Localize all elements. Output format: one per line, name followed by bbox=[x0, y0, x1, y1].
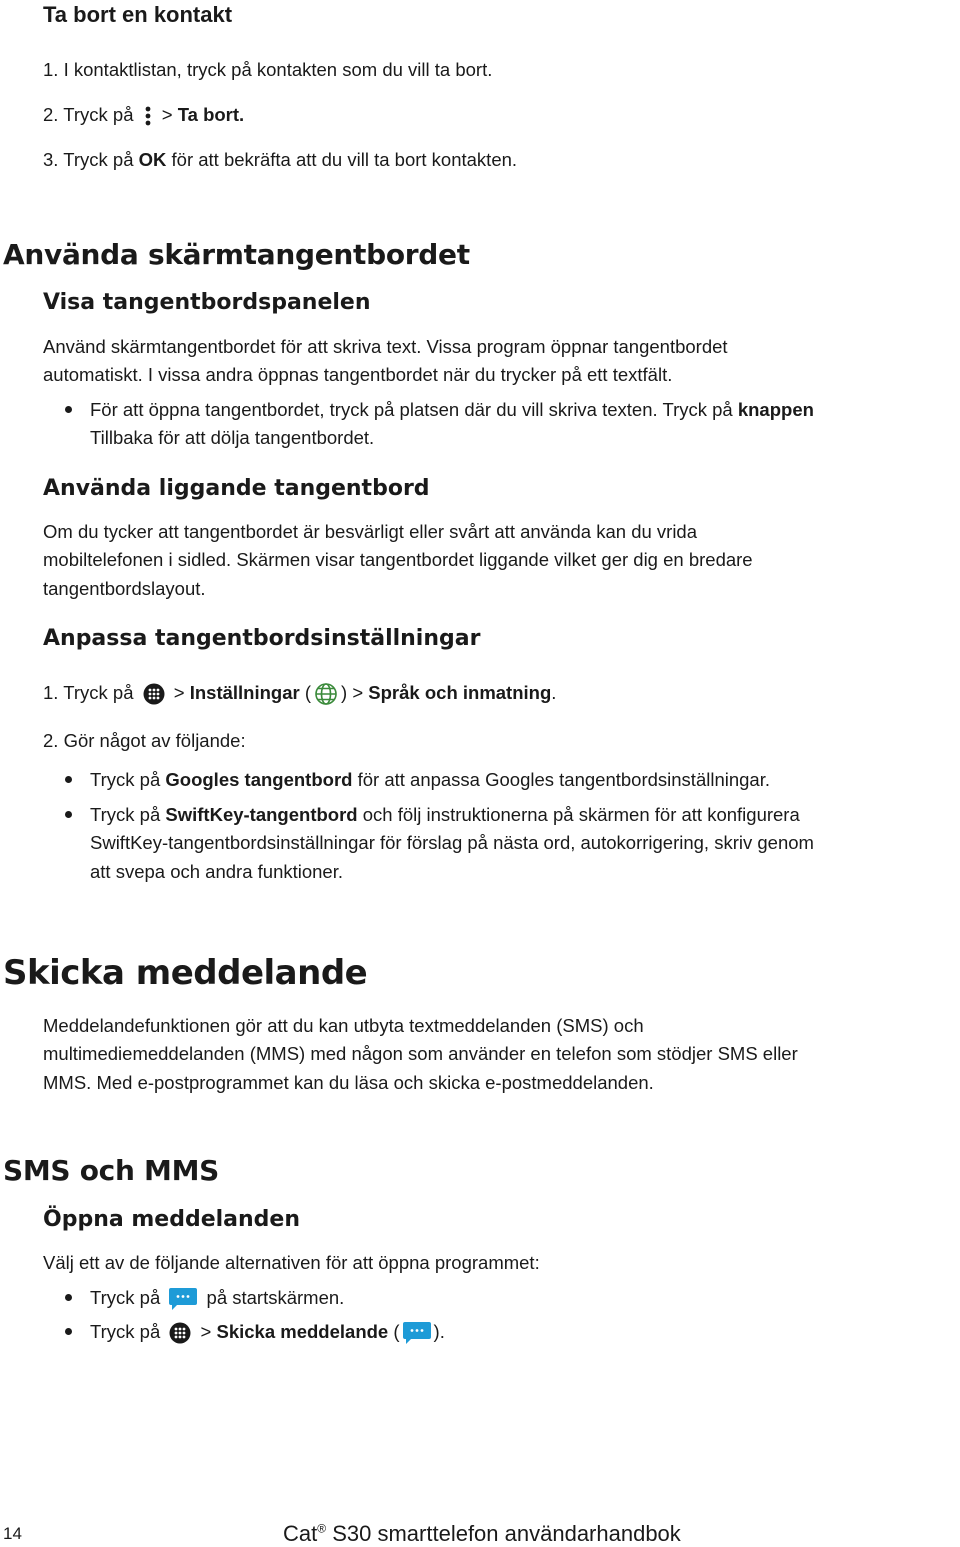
footer-title bbox=[283, 1521, 681, 1547]
settings-step-1-settings: Inställningar bbox=[189, 682, 300, 703]
subsection-title-open-messages: Öppna meddelanden bbox=[43, 1207, 301, 1232]
settings-bullet-2-suffix: och följ instruktionerna på skärmen för att konfigurera bbox=[362, 804, 800, 825]
delete-step-3-ok: OK bbox=[138, 149, 167, 170]
settings-step-1-gt: > bbox=[173, 682, 185, 703]
messages-line-2: multimediemeddelanden (MMS) med någon som använder en telefon som stödjer SMS eller bbox=[43, 1043, 798, 1064]
landscape-line-2: mobiltelefonen i sidled. Skärmen visar tangentbordet liggande vilket ger dig en bredare bbox=[43, 549, 753, 570]
bullet bbox=[65, 776, 72, 783]
settings-bullet-2-prefix: Tryck på bbox=[90, 804, 161, 825]
messages-line-3: MMS. Med e-postprogrammet kan du läsa och skicka e-postmeddelanden. bbox=[43, 1072, 654, 1093]
keyboard-bullet-line-1 bbox=[90, 396, 814, 424]
message-bubble-icon bbox=[168, 1286, 198, 1312]
landscape-line-3: tangentbordslayout. bbox=[43, 578, 206, 599]
section-title-settings: Anpassa tangentbordsinställningar bbox=[43, 626, 481, 651]
bullet bbox=[65, 1328, 72, 1335]
delete-step-3-prefix: 3. Tryck på bbox=[43, 149, 134, 170]
settings-step-1 bbox=[43, 679, 556, 707]
message-bubble-icon bbox=[402, 1320, 432, 1346]
settings-step-1-dot: . bbox=[551, 682, 557, 703]
keyboard-bullet-prefix: För att öppna tangentbordet, tryck på platsen där du vill skriva texten. Tryck på bbox=[90, 399, 733, 420]
settings-bullet-2-line-3: att svepa och andra funktioner. bbox=[90, 861, 344, 882]
messages-line-1: Meddelandefunktionen gör att du kan utbyta textmeddelanden (SMS) och bbox=[43, 1015, 644, 1036]
globe-icon bbox=[314, 682, 338, 706]
footer-registered: ® bbox=[317, 1521, 327, 1536]
footer-brand: Cat bbox=[283, 1521, 318, 1546]
settings-bullet-2-line-2: SwiftKey-tangentbordsinställningar för förslag på nästa ord, autokorrigering, skriv genom bbox=[90, 832, 814, 853]
settings-step-1-gt-2: > bbox=[352, 682, 364, 703]
settings-step-1-prefix: 1. Tryck på bbox=[43, 682, 134, 703]
sms-bullet-2 bbox=[90, 1318, 445, 1346]
keyboard-para-line-1: Använd skärmtangentbordet för att skriva text. Vissa program öppnar tangentbordet bbox=[43, 336, 728, 357]
delete-step-2-action: Ta bort. bbox=[177, 104, 245, 125]
subsection-title-keyboard-panel: Visa tangentbordspanelen bbox=[43, 290, 371, 315]
sms-bullet-1-suffix: på startskärmen. bbox=[206, 1287, 345, 1308]
sms-bullet-1 bbox=[90, 1284, 344, 1312]
sms-bullet-1-prefix: Tryck på bbox=[90, 1287, 161, 1308]
keyboard-bullet-line-2: Tillbaka för att dölja tangentbordet. bbox=[90, 427, 375, 448]
sms-bullet-2-paren-open: ( bbox=[393, 1321, 400, 1342]
delete-step-3 bbox=[43, 146, 517, 174]
sms-bullet-2-prefix: Tryck på bbox=[90, 1321, 161, 1342]
section-title-messages: Skicka meddelande bbox=[3, 953, 368, 993]
bullet bbox=[65, 811, 72, 818]
settings-bullet-1-bold: Googles tangentbord bbox=[165, 769, 353, 790]
delete-step-2-prefix: 2. Tryck på bbox=[43, 104, 134, 125]
landscape-line-1: Om du tycker att tangentbordet är besvärligt eller svårt att använda kan du vrida bbox=[43, 521, 698, 542]
settings-step-1-paren-close: ) bbox=[341, 682, 348, 703]
settings-step-2: 2. Gör något av följande: bbox=[43, 730, 246, 751]
apps-grid-icon bbox=[143, 683, 165, 705]
delete-step-1: 1. I kontaktlistan, tryck på kontakten som du vill ta bort. bbox=[43, 59, 493, 80]
settings-bullet-1-suffix: för att anpassa Googles tangentbordsinställningar. bbox=[357, 769, 771, 790]
keyboard-para-line-2: automatiskt. I vissa andra öppnas tangentbordet när du trycker på ett textfält. bbox=[43, 364, 673, 385]
footer-title-text: S30 smarttelefon användarhandbok bbox=[332, 1521, 681, 1546]
section-title-landscape: Använda liggande tangentbord bbox=[43, 476, 430, 501]
page-number: 14 bbox=[3, 1524, 22, 1543]
settings-step-1-lang: Språk och inmatning bbox=[368, 682, 552, 703]
section-title-delete-contact: Ta bort en kontakt bbox=[43, 2, 233, 27]
keyboard-bullet-bold: knappen bbox=[737, 399, 814, 420]
bullet bbox=[65, 406, 72, 413]
bullet bbox=[65, 1294, 72, 1301]
vertical-dots-icon bbox=[143, 105, 153, 127]
delete-step-3-suffix: för att bekräfta att du vill ta bort kontakten. bbox=[171, 149, 518, 170]
delete-step-2-gt: > bbox=[161, 104, 173, 125]
sms-intro: Välj ett av de följande alternativen för att öppna programmet: bbox=[43, 1252, 540, 1273]
sms-bullet-2-paren-close: ). bbox=[433, 1321, 445, 1342]
settings-bullet-1 bbox=[90, 766, 770, 794]
sms-bullet-2-gt: > bbox=[200, 1321, 212, 1342]
settings-bullet-1-prefix: Tryck på bbox=[90, 769, 161, 790]
apps-grid-icon bbox=[169, 1322, 191, 1344]
section-title-keyboard: Använda skärmtangentbordet bbox=[3, 238, 470, 271]
sms-bullet-2-bold: Skicka meddelande bbox=[216, 1321, 389, 1342]
settings-bullet-2-line-1 bbox=[90, 801, 800, 829]
delete-step-2 bbox=[43, 101, 244, 129]
section-title-sms: SMS och MMS bbox=[3, 1154, 220, 1187]
settings-step-1-paren-open: ( bbox=[304, 682, 312, 703]
settings-bullet-2-bold: SwiftKey-tangentbord bbox=[165, 804, 358, 825]
